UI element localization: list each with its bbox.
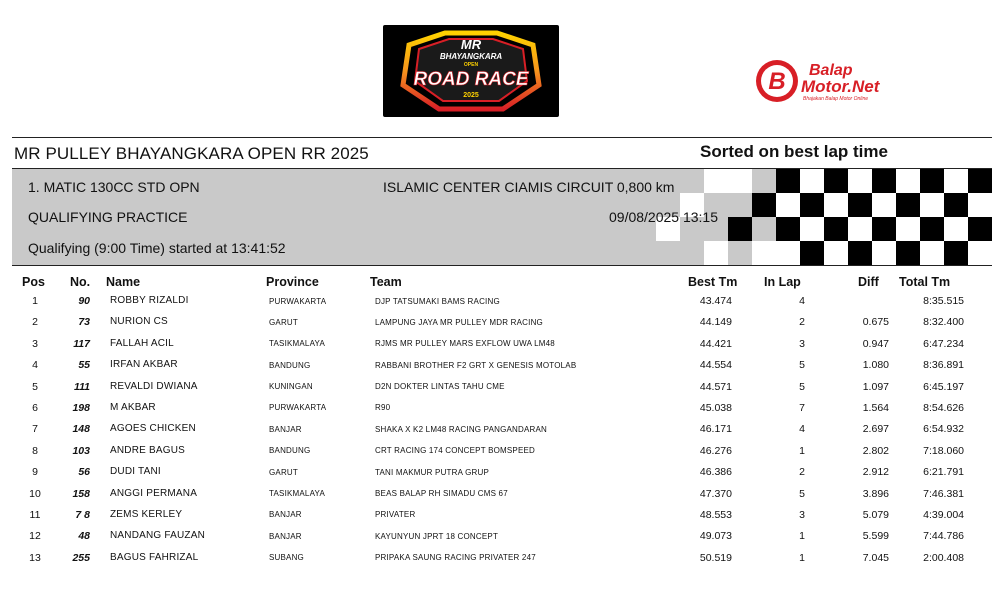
cell-pos: 6	[32, 401, 38, 414]
cell-best: 45.038	[699, 401, 732, 414]
table-row	[12, 527, 992, 548]
cell-diff: 2.697	[862, 423, 889, 436]
event-logo-brand: MR	[460, 37, 482, 52]
cell-diff: 1.097	[862, 380, 889, 393]
session-start: Qualifying (9:00 Time) started at 13:41:52	[28, 240, 286, 256]
cell-province: PURWAKARTA	[269, 403, 327, 413]
cell-pos: 1	[32, 295, 38, 307]
cell-team: SHAKA X K2 LM48 RACING PANGANDARAN	[375, 424, 548, 434]
cell-inlap: 5	[799, 359, 805, 372]
table-row	[12, 292, 992, 313]
cell-name: NURION CS	[110, 316, 168, 328]
table-row	[12, 356, 992, 377]
cell-best: 46.386	[699, 466, 732, 479]
cell-province: BANDUNG	[269, 446, 311, 456]
event-logo-line3: ROAD RACE	[413, 69, 529, 90]
sort-label: Sorted on best lap time	[700, 142, 888, 161]
cell-best: 44.554	[699, 359, 732, 372]
cell-inlap: 3	[799, 337, 805, 350]
cell-inlap: 3	[799, 508, 805, 521]
cell-inlap: 2	[799, 316, 805, 329]
cell-province: SUBANG	[269, 553, 304, 563]
event-title: MR PULLEY BHAYANGKARA OPEN RR 2025	[14, 144, 369, 163]
cell-team: PRIVATER	[375, 510, 416, 520]
cell-diff: 0.947	[862, 337, 889, 350]
cell-team: KAYUNYUN JPRT 18 CONCEPT	[375, 531, 499, 541]
event-logo-line2: OPEN	[463, 62, 479, 68]
cell-total: 7:44.786	[923, 530, 964, 543]
cell-name: REVALDI DWIANA	[110, 380, 198, 392]
cell-diff: 5.599	[862, 530, 889, 543]
cell-best: 43.474	[699, 295, 732, 307]
cell-name: AGOES CHICKEN	[110, 423, 196, 435]
cell-province: TASIKMALAYA	[269, 489, 325, 499]
cell-pos: 12	[29, 530, 41, 543]
table-row	[12, 335, 992, 356]
table-row	[12, 463, 992, 484]
cell-total: 8:54.626	[923, 401, 964, 414]
cell-province: BANJAR	[269, 510, 302, 520]
session-info-panel	[12, 168, 992, 266]
cell-name: M AKBAR	[110, 401, 156, 413]
cell-inlap: 4	[799, 423, 805, 436]
cell-total: 8:32.400	[923, 316, 964, 329]
cell-province: KUNINGAN	[269, 382, 313, 392]
cell-team: RABBANI BROTHER F2 GRT X GENESIS MOTOLAB	[375, 360, 577, 370]
table-row	[12, 420, 992, 441]
cell-no: 103	[72, 444, 90, 457]
cell-pos: 5	[32, 380, 38, 393]
cell-pos: 13	[29, 551, 41, 564]
cell-no: 111	[74, 380, 90, 393]
site-logo-name-2: Motor.Net	[801, 77, 880, 96]
cell-inlap: 7	[799, 401, 805, 414]
cell-province: PURWAKARTA	[269, 296, 327, 306]
cell-team: DJP TATSUMAKI BAMS RACING	[375, 296, 500, 306]
cell-no: 73	[78, 316, 90, 329]
cell-no: 148	[72, 423, 90, 436]
cell-province: BANDUNG	[269, 360, 311, 370]
cell-team: TANI MAKMUR PUTRA GRUP	[375, 467, 490, 477]
cell-no: 158	[72, 487, 90, 500]
cell-pos: 4	[32, 359, 38, 372]
site-logo	[753, 58, 923, 104]
cell-name: ROBBY RIZALDI	[110, 295, 189, 306]
col-total-header: Total Tm	[899, 275, 951, 289]
cell-total: 6:47.234	[923, 337, 964, 350]
event-logo	[383, 25, 559, 117]
table-row	[12, 442, 992, 463]
class-name: 1. MATIC 130CC STD OPN	[28, 179, 200, 195]
cell-name: NANDANG FAUZAN	[110, 530, 206, 542]
col-name-header: Name	[106, 275, 141, 289]
session-datetime: 09/08/2025 13:15	[609, 209, 718, 225]
cell-total: 6:21.791	[923, 466, 964, 479]
cell-province: BANJAR	[269, 531, 302, 541]
cell-pos: 9	[32, 466, 38, 479]
cell-total: 7:18.060	[923, 444, 964, 457]
cell-pos: 2	[32, 316, 38, 329]
site-logo-tagline: Bhajakan Balap Motor Online	[803, 96, 869, 102]
cell-best: 44.571	[699, 380, 732, 393]
cell-pos: 11	[29, 508, 41, 521]
cell-total: 6:54.932	[923, 423, 964, 436]
cell-total: 8:36.891	[923, 359, 964, 372]
col-diff-header: Diff	[858, 275, 879, 289]
cell-inlap: 1	[799, 530, 805, 543]
cell-total: 7:46.381	[923, 487, 964, 500]
cell-province: TASIKMALAYA	[269, 339, 325, 349]
cell-diff: 1.564	[862, 401, 889, 414]
cell-name: BAGUS FAHRIZAL	[110, 551, 199, 563]
cell-no: 90	[78, 295, 90, 307]
table-body	[12, 292, 992, 570]
cell-diff: 2.802	[862, 444, 889, 457]
table-row	[12, 399, 992, 420]
table-row	[12, 485, 992, 506]
col-province-header: Province	[266, 275, 319, 289]
cell-no: 56	[78, 466, 90, 479]
cell-no: 117	[73, 337, 90, 350]
cell-team: D2N DOKTER LINTAS TAHU CME	[375, 382, 505, 392]
cell-team: BEAS BALAP RH SIMADU CMS 67	[375, 489, 508, 499]
event-logo-year: 2025	[463, 92, 479, 99]
cell-best: 44.149	[699, 316, 732, 329]
cell-no: 48	[78, 530, 90, 543]
cell-pos: 7	[32, 423, 38, 436]
cell-no: 255	[72, 551, 90, 564]
cell-no: 55	[78, 359, 90, 372]
cell-best: 44.421	[699, 337, 732, 350]
cell-diff: 0.675	[862, 316, 889, 329]
cell-name: DUDI TANI	[110, 466, 161, 478]
col-team-header: Team	[370, 275, 402, 289]
col-pos-header: Pos	[22, 275, 45, 289]
cell-diff: 5.079	[862, 508, 889, 521]
cell-province: GARUT	[269, 317, 298, 327]
event-logo-line1: BHAYANGKARA	[439, 52, 503, 61]
cell-pos: 10	[29, 487, 41, 500]
cell-team: R90	[375, 403, 391, 413]
table-row	[12, 549, 992, 570]
table-row	[12, 506, 992, 527]
cell-best: 49.073	[699, 530, 732, 543]
cell-pos: 3	[32, 337, 38, 350]
results-table	[12, 272, 992, 570]
cell-total: 8:35.515	[923, 295, 964, 307]
title-row	[12, 137, 992, 167]
cell-team: LAMPUNG JAYA MR PULLEY MDR RACING	[375, 317, 543, 327]
cell-inlap: 5	[799, 380, 805, 393]
cell-no: 7 8	[75, 508, 90, 521]
cell-inlap: 1	[799, 551, 805, 564]
circuit-name: ISLAMIC CENTER CIAMIS CIRCUIT 0,800 km	[383, 179, 675, 195]
cell-name: ANDRE BAGUS	[110, 444, 185, 456]
table-header	[12, 272, 992, 292]
cell-inlap: 5	[799, 487, 805, 500]
cell-diff: 3.896	[862, 487, 889, 500]
cell-best: 50.519	[699, 551, 732, 564]
cell-best: 46.171	[699, 423, 732, 436]
cell-best: 47.370	[699, 487, 732, 500]
cell-team: PRIPAKA SAUNG RACING PRIVATER 247	[375, 553, 536, 563]
col-no-header: No.	[70, 275, 91, 289]
cell-inlap: 2	[799, 466, 805, 479]
cell-diff: 7.045	[862, 551, 889, 564]
cell-province: GARUT	[269, 467, 298, 477]
cell-team: CRT RACING 174 CONCEPT BOMSPEED	[375, 446, 536, 456]
table-row	[12, 313, 992, 334]
cell-province: BANJAR	[269, 424, 302, 434]
cell-team: RJMS MR PULLEY MARS EXFLOW UWA LM48	[375, 339, 555, 349]
cell-best: 48.553	[699, 508, 732, 521]
cell-name: IRFAN AKBAR	[110, 359, 178, 371]
cell-diff: 2.912	[862, 466, 889, 479]
cell-pos: 8	[32, 444, 38, 457]
cell-no: 198	[72, 401, 90, 414]
cell-best: 46.276	[699, 444, 732, 457]
cell-name: ZEMS KERLEY	[110, 508, 183, 520]
site-logo-name-1: Balap	[809, 62, 853, 79]
table-row	[12, 378, 992, 399]
cell-diff: 1.080	[862, 359, 889, 372]
cell-name: ANGGI PERMANA	[110, 487, 198, 499]
cell-total: 4:39.004	[923, 508, 964, 521]
session-name: QUALIFYING PRACTICE	[28, 209, 188, 225]
site-logo-letter: B	[768, 68, 786, 95]
col-best-header: Best Tm	[688, 275, 738, 289]
cell-total: 6:45.197	[923, 380, 964, 393]
cell-inlap: 4	[799, 295, 805, 307]
col-inlap-header: In Lap	[764, 275, 801, 289]
cell-total: 2:00.408	[923, 551, 964, 564]
cell-inlap: 1	[799, 444, 805, 457]
cell-name: FALLAH ACIL	[110, 337, 174, 349]
